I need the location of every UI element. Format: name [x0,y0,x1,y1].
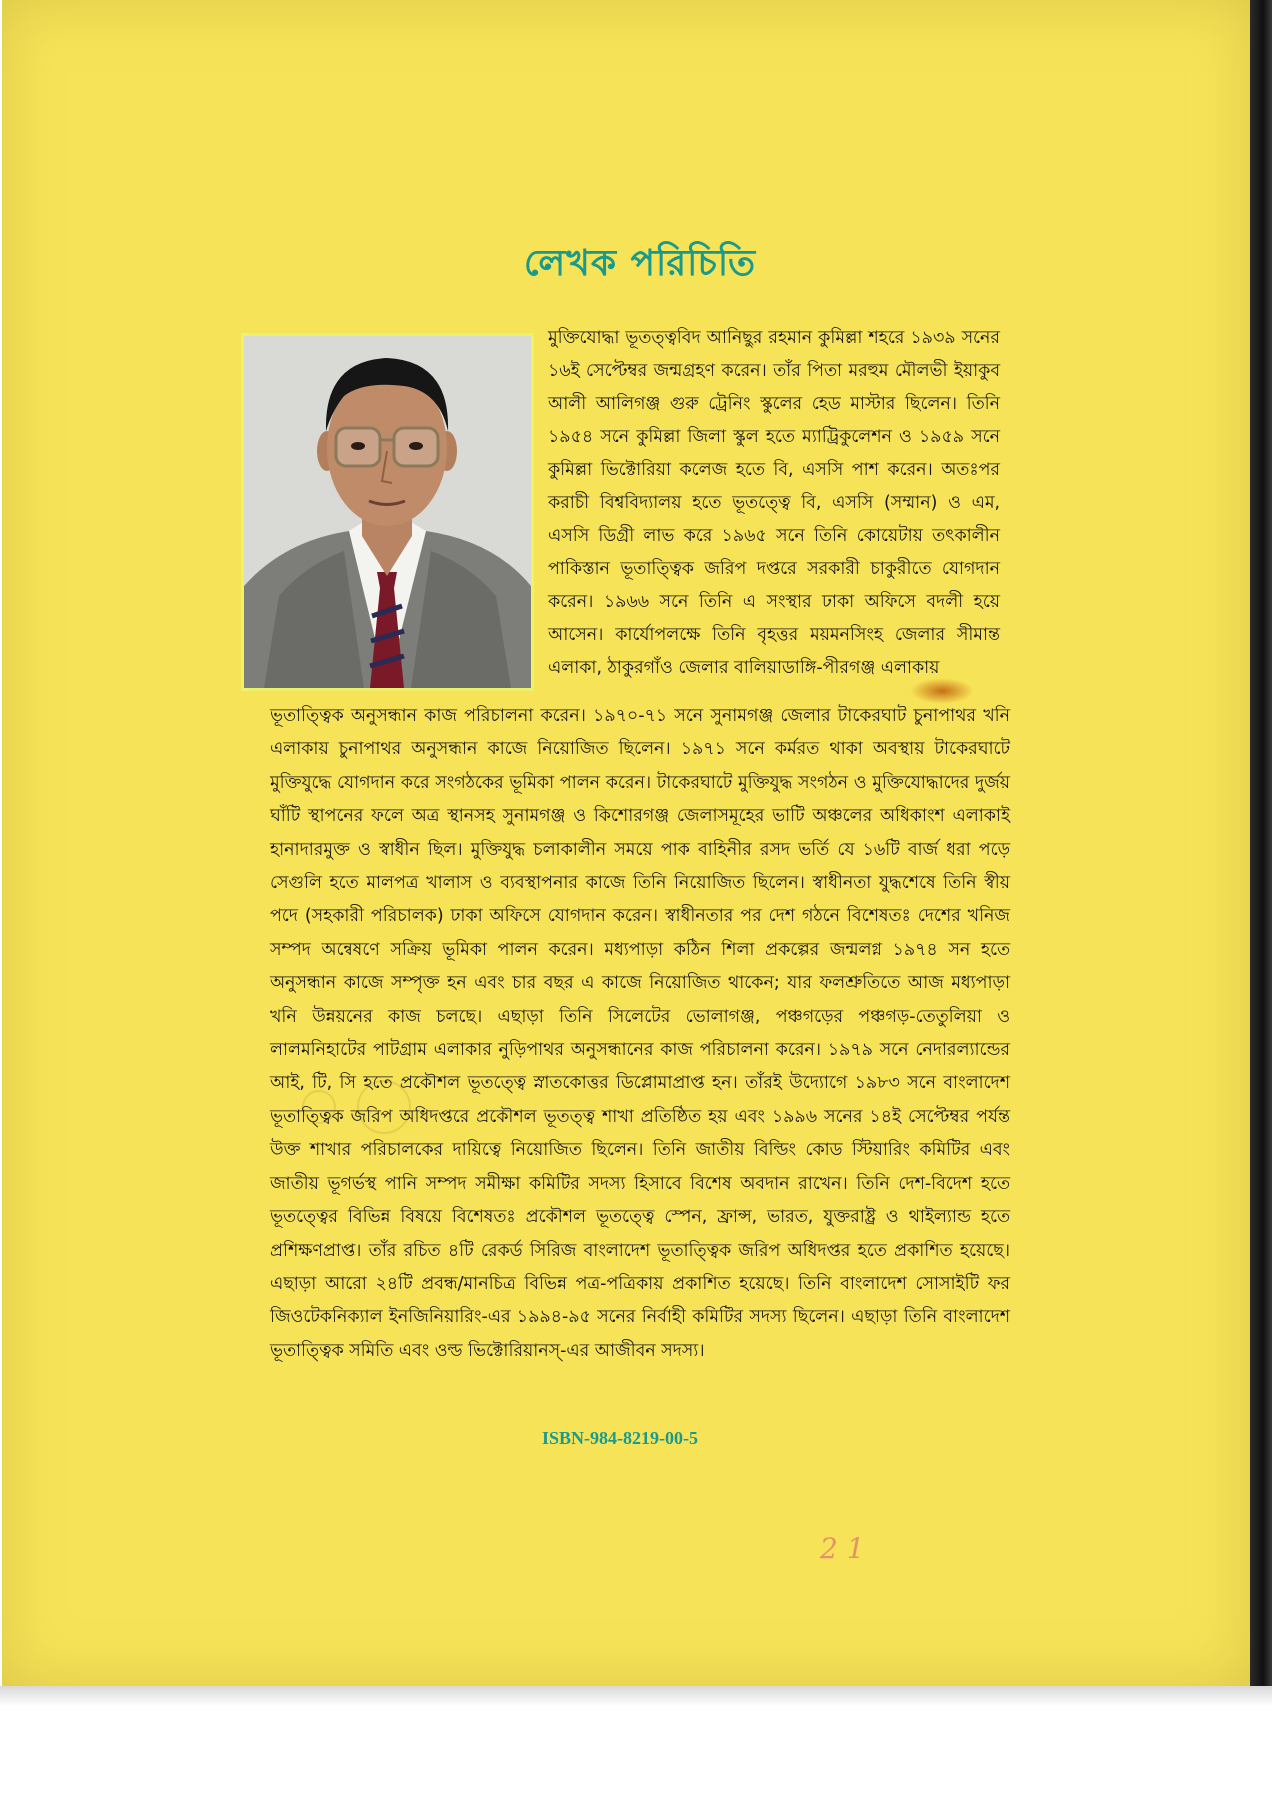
author-bio-body: ভূতাত্ত্বিক অনুসন্ধান কাজ পরিচালনা করেন। ১৯৭০-৭১ সনে সুনামগঞ্জ জেলার টাকেরঘাট চুনাপাথর খনি এলাকায় চুনাপাথর অনুসন্ধান কাজে নিয়োজিত ছিলেন। ১৯৭১ সনে কর্মরত থাকা অবস্থায় টাকেরঘাটে মুক্তিযুদ্ধে যোগদান করে সংগঠকের ভূমিকা পালন করেন। টাকেরঘাটে মুক্তিযুদ্ধ সংগঠন ও মুক্তিযোদ্ধাদের দুর্জয় ঘাঁটি স্থাপনের ফলে অত্র স্থানসহ সুনামগঞ্জ ও কিশোরগঞ্জ জেলাসমূহের ভাটি অঞ্চলের অধিকাংশ এলাকাই হানাদারমুক্ত ও স্বাধীন ছিল। মুক্তিযুদ্ধ চলাকালীন সময়ে পাক বাহিনীর রসদ ভর্তি যে ১৬টি বার্জ ধরা পড়ে সেগুলি হতে মালপত্র খালাস ও ব্যবস্থাপনার কাজে তিনি নিয়োজিত ছিলেন। স্বাধীনতা যুদ্ধশেষে তিনি স্বীয় পদে (সহকারী পরিচালক) ঢাকা অফিসে যোগদান করেন। স্বাধীনতার পর দেশ গঠনে বিশেষতঃ দেশের খনিজ সম্পদ অন্বেষণে সক্রিয় ভূমিকা পালন করেন। মধ্যপাড়া কঠিন শিলা প্রকল্পের জন্মলগ্ন ১৯৭৪ সন হতে অনুসন্ধান কাজে সম্পৃক্ত হন এবং চার বছর এ কাজে নিয়োজিত থাকেন; যার ফলশ্রুতিতে আজ মধ্যপাড়া খনি উন্নয়নের কাজ চলছে। এছাড়া তিনি সিলেটের ভোলাগঞ্জ, পঞ্চগড়ের পঞ্চগড়-তেতুলিয়া ও লালমনিহাটের পাটগ্রাম এলাকার নুড়িপাথর অনুসন্ধানের কাজ পরিচালনা করেন। ১৯৭৯ সনে নেদারল্যান্ডের আই, টি, সি হতে প্রকৌশল ভূতত্ত্বে স্নাতকোত্তর ডিপ্লোমাপ্রাপ্ত হন। তাঁরই উদ্যোগে ১৯৮৩ সনে বাংলাদেশ ভূতাত্ত্বিক জরিপ অধিদপ্তরে প্রকৌশল ভূতত্ত্ব শাখা প্রতিষ্ঠিত হয় এবং ১৯৯৬ সনের ১৪ই সেপ্টেম্বর পর্যন্ত উক্ত শাখার পরিচালকের দায়িত্বে নিয়োজিত ছিলেন। তিনি জাতীয় বিল্ডিং কোড স্টিয়ারিং কমিটির এবং জাতীয় ভূগর্ভস্থ পানি সম্পদ সমীক্ষা কমিটির সদস্য হিসাবে বিশেষ অবদান রাখেন। তিনি দেশ-বিদেশ হতে ভূতত্ত্বের বিভিন্ন বিষয়ে বিশেষতঃ প্রকৌশল ভূতত্ত্বে স্পেন, ফ্রান্স, ভারত, যুক্তরাষ্ট্র ও থাইল্যান্ড হতে প্রশিক্ষণপ্রাপ্ত। তাঁর রচিত ৪টি রেকর্ড সিরিজ বাংলাদেশ ভূতাত্ত্বিক জরিপ অধিদপ্তর হতে প্রকাশিত হয়েছে। এছাড়া আরো ২৪টি প্রবন্ধ/মানচিত্র বিভিন্ন পত্র-পত্রিকায় প্রকাশিত হয়েছে। তিনি বাংলাদেশ সোসাইটি ফর জিওটেকনিক্যাল ইনজিনিয়ারিং-এর ১৯৯৪-৯৫ সনের নির্বাহী কমিটির সদস্য ছিলেন। এছাড়া তিনি বাংলাদেশ ভূতাত্ত্বিক সমিতি এবং ওল্ড ভিক্টোরিয়ানস্-এর আজীবন সদস্য। [270,706,1010,1361]
pencil-mark: 2 1 [820,1532,865,1565]
page-title: লেখক পরিচিতি [523,243,757,284]
page-shadow [0,1686,1272,1706]
book-spine-edge [1250,0,1272,1690]
author-portrait-image [244,336,531,688]
author-photo [241,333,534,691]
author-bio-intro: মুক্তিযোদ্ধা ভূতত্ত্ববিদ আনিছুর রহমান কুমিল্লা শহরে ১৯৩৯ সনের ১৬ই সেপ্টেম্বর জন্মগ্রহণ করেন। তাঁর পিতা মরহুম মৌলভী ইয়াকুব আলী আলিগঞ্জ গুরু ট্রেনিং স্কুলের হেড মাস্টার ছিলেন। তিনি ১৯৫৪ সনে কুমিল্লা জিলা স্কুল হতে ম্যাট্রিকুলেশন ও ১৯৫৯ সনে কুমিল্লা ভিক্টোরিয়া কলেজ হতে বি, এসসি পাশ করেন। অতঃপর করাচী বিশ্ববিদ্যালয় হতে ভূতত্ত্বে বি, এসসি (সম্মান) ও এম, এসসি ডিগ্রী লাভ করে ১৯৬৫ সনে তিনি কোয়েটায় তৎকালীন পাকিস্তান ভূতাত্ত্বিক জরিপ দপ্তরে সরকারী চাকুরীতে যোগদান করেন। ১৯৬৬ সনে তিনি এ সংস্থার ঢাকা অফিসে বদলী হয়ে আসেন। কার্যোপলক্ষে তিনি বৃহত্তর ময়মনসিংহ জেলার সীমান্ত এলাকা, ঠাকুরগাঁও জেলার বালিয়াডাঙ্গি-পীরগঞ্জ এলাকায় [548,328,1000,678]
isbn-number: ISBN-984-8219-00-5 [542,1428,698,1448]
